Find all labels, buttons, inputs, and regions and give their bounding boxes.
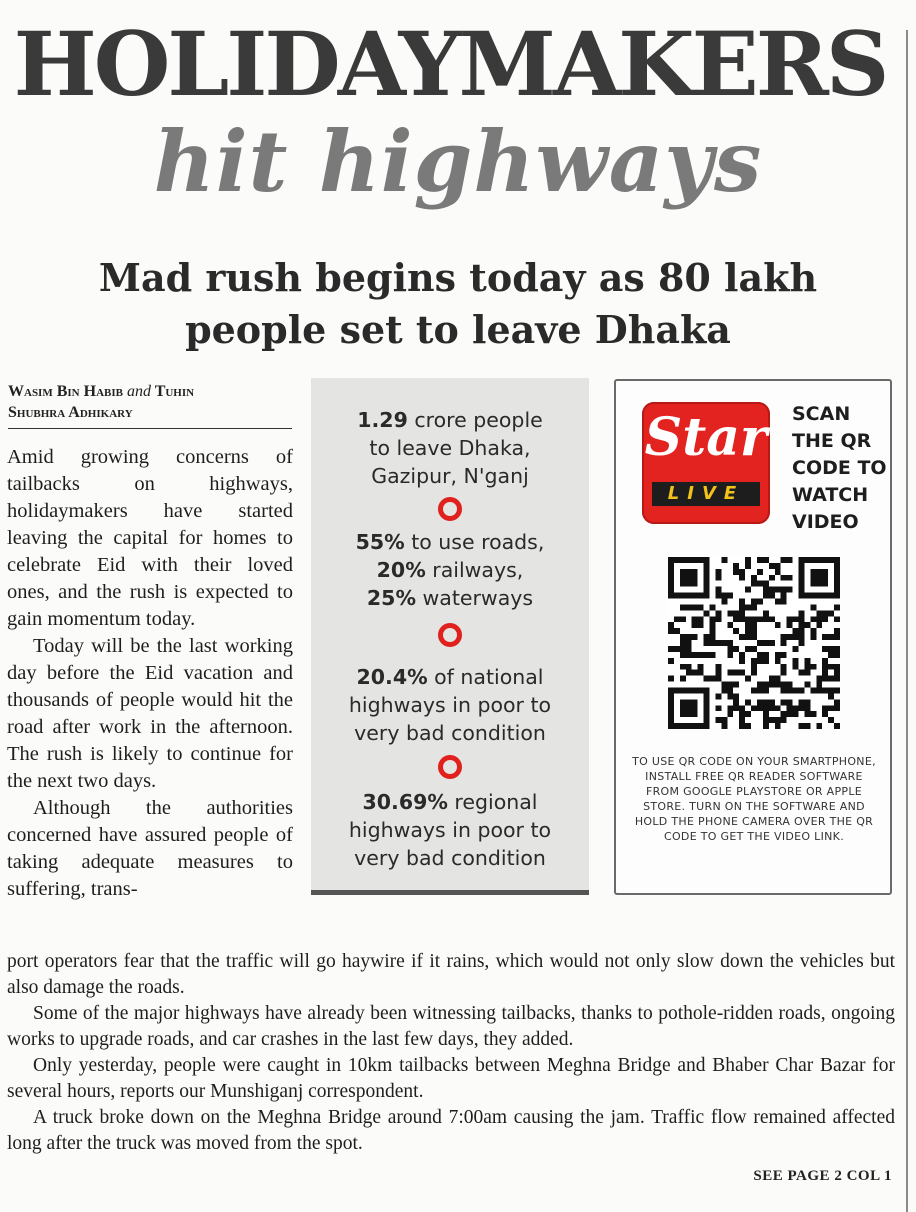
subheadline-line-2: people set to leave Dhaka [185,307,731,352]
article-paragraph: A truck broke down on the Meghna Bridge around 7:00am causing the jam. Traffic flow remained affected long after the truck was moved from the spot. [7,1107,895,1154]
qr-code-icon[interactable] [668,557,840,729]
scan-instruction: SCAN THE QR CODE TO WATCH VIDEO [792,403,887,533]
stat-national-highways: 20.4% of national highways in poor to very bad condition [348,665,552,745]
article-full-width-text [7,949,895,1157]
headline-second-line: hit highways [153,112,763,211]
byline-author-2-rest: Shubhra Adhikary [8,404,133,421]
jump-line[interactable]: SEE PAGE 2 COL 1 [753,1168,892,1184]
star-logo-word: Star [644,407,768,468]
stat-crore-people: 1.29 crore people to leave Dhaka, Gazipur, N'ganj [357,408,543,488]
article-column-text [7,444,293,903]
bullet-ring-icon [438,755,462,779]
byline-author-2-first: Tuhin [154,383,195,400]
qr-video-box [614,379,892,895]
bullet-ring-icon [438,497,462,521]
article-paragraph: port operators fear that the traffic will go haywire if it rains, which would not only slow down the vehicles but also damage the roads. [7,951,895,998]
stat-transport-share: 55% to use roads, 20% railways, 25% waterways [355,530,545,610]
stats-box [311,378,589,895]
headline: HOLIDAYMAKERS [13,12,887,116]
subheadline-line-1: Mad rush begins today as 80 lakh [98,255,818,300]
byline-conjunction: and [126,383,151,400]
article-paragraph: Although the authorities concerned have assured people of taking adequate measures to suffering, trans- [7,797,293,900]
bullet-ring-icon [438,623,462,647]
byline-author-1: Wasim Bin Habib [8,383,123,400]
article-paragraph: Amid growing concerns of tailbacks on highways, holidaymakers have started leaving the capital for homes to celebrate Eid with their loved ones, and the rush is expected to gain momentum today. [7,446,293,630]
qr-instructions: TO USE QR CODE ON YOUR SMARTPHONE, INSTALL FREE QR READER SOFTWARE FROM GOOGLE PLAYSTORE OR APPLE STORE. TURN ON THE SOFTWARE AND HOLD THE PHONE CAMERA OVER THE QR CODE TO GET THE VIDEO LINK. [632,755,876,843]
subheadline [0,252,916,356]
byline-rule [8,428,292,429]
article-paragraph: Only yesterday, people were caught in 10km tailbacks between Meghna Bridge and Bhaber Char Bazar for several hours, reports our Munshiganj correspondent. [7,1055,895,1102]
star-live-logo [642,402,770,524]
live-label: LIVE [652,482,760,506]
stat-regional-highways: 30.69% regional highways in poor to very bad condition [348,790,552,870]
byline [8,381,293,423]
article-paragraph: Today will be the last working day before the Eid vacation and thousands of people would hit the road after work in the afternoon. The rush is likely to continue for the next two days. [7,635,293,792]
article-paragraph: Some of the major highways have already been witnessing tailbacks, thanks to pothole-ridden roads, ongoing works to upgrade roads, and car crashes in the last few days, they added. [7,1003,895,1050]
